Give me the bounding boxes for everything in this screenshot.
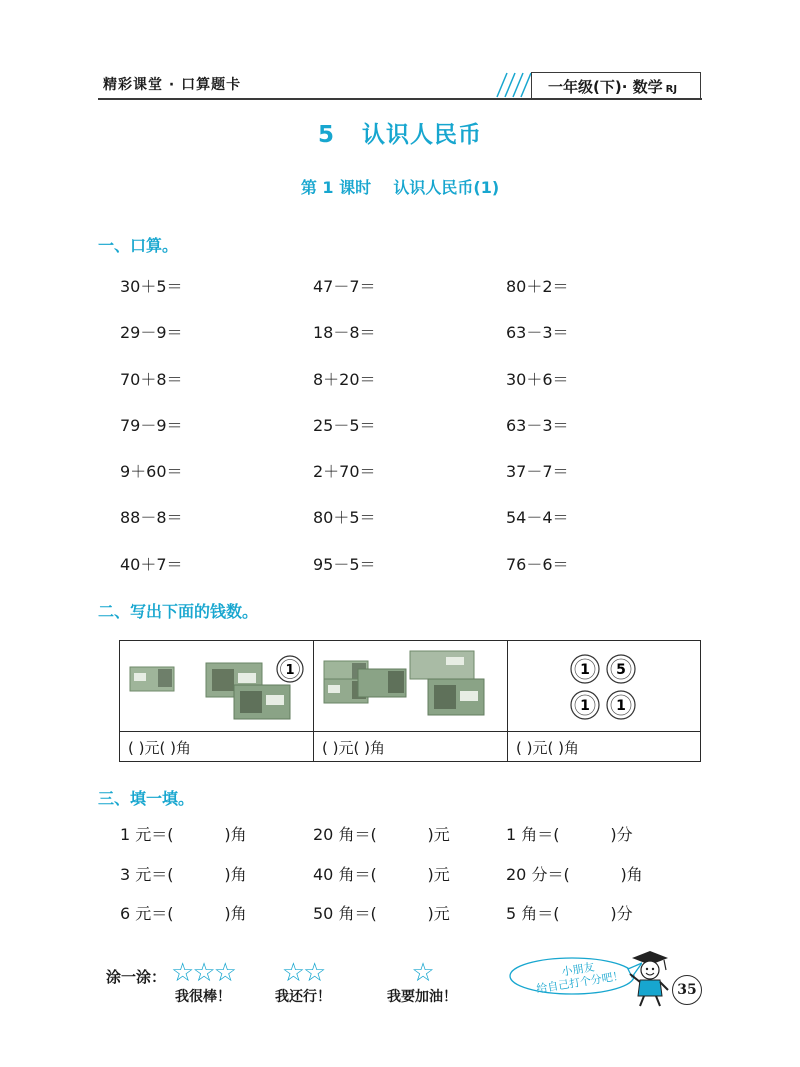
calc-item: 79－9＝ (120, 415, 183, 435)
fill-item: 40 角＝( )元 (313, 864, 450, 884)
calc-item: 95－5＝ (313, 554, 376, 574)
fill-item: 1 角＝( )分 (506, 825, 633, 844)
calc-item: 80＋5＝ (313, 508, 376, 528)
header-slashes-decoration (485, 70, 533, 100)
coin-1-jiao-image (607, 691, 635, 719)
calc-item: 2＋70＝ (313, 462, 376, 482)
banknote-1-jiao-image (428, 679, 484, 715)
star-icon: ☆ (411, 958, 433, 988)
grade-subject: 一年级(下)· 数学 RJ (548, 78, 678, 96)
calc-item: 63－3＝ (506, 323, 569, 343)
calc-item: 70＋8＝ (120, 369, 183, 389)
rating-text: 我要加油！ (387, 989, 457, 1005)
svg-text:1: 1 (580, 698, 590, 714)
money-picture-1 (124, 651, 310, 727)
calc-item: 29－9＝ (120, 323, 183, 343)
star-icon: ☆☆ (281, 958, 325, 988)
coin-1-jiao-image (277, 656, 303, 682)
svg-text:1: 1 (285, 663, 295, 678)
unit-title: 5 认识人民币 (317, 122, 483, 148)
oral-arithmetic-grid (120, 277, 740, 577)
rating-option-3[interactable] (382, 960, 462, 1006)
calc-item: 40＋7＝ (120, 554, 183, 574)
fill-item: 6 元＝( )角 (120, 904, 247, 923)
calc-item: 8＋20＝ (313, 369, 376, 389)
fill-item: 20 角＝( )元 (313, 825, 450, 844)
table-divider (120, 731, 700, 732)
page-number: 35 (672, 975, 702, 1005)
fill-item: 50 角＝( )元 (313, 904, 450, 923)
self-rating-label: 涂一涂： (106, 968, 167, 986)
money-answer-3: ( )元( )角 (516, 739, 579, 757)
rating-option-2[interactable] (268, 960, 338, 1006)
calc-item: 25－5＝ (313, 415, 376, 435)
banknote-1-jiao-image (234, 685, 290, 719)
fill-item: 3 元＝( )角 (120, 864, 247, 884)
coin-1-jiao-image (571, 691, 599, 719)
edition-code: RJ (665, 84, 678, 95)
table-divider (313, 641, 314, 761)
svg-text:5: 5 (616, 662, 626, 678)
rating-text: 我还行！ (275, 989, 331, 1005)
section-oral-arithmetic-heading: 一、口算。 (98, 236, 179, 255)
coin-1-jiao-image (571, 655, 599, 683)
money-answer-1: ( )元( )角 (128, 739, 191, 757)
banknote-1-yuan-image (358, 669, 406, 697)
banknote-1-jiao-image (410, 651, 474, 679)
calc-item: 18－8＝ (313, 323, 376, 343)
calc-item: 37－7＝ (506, 462, 569, 482)
bubble-text: 小朋友 给自己打个分吧！ (535, 960, 625, 996)
section-fill-in-heading: 三、填一填。 (98, 789, 195, 808)
calc-item: 30＋5＝ (120, 277, 183, 296)
fill-item: 1 元＝( )角 (120, 825, 247, 844)
section-money-heading: 二、写出下面的钱数。 (98, 602, 259, 621)
fill-item: 5 角＝( )分 (506, 904, 633, 923)
book-series-title: 精彩课堂 · 口算题卡 (103, 77, 242, 93)
calc-item: 47－7＝ (313, 277, 376, 296)
svg-text:1: 1 (580, 662, 590, 678)
calc-item: 80＋2＝ (506, 277, 569, 296)
calc-item: 30＋6＝ (506, 369, 569, 389)
rating-option-1[interactable] (163, 960, 243, 1006)
money-table (119, 640, 701, 762)
table-divider (507, 641, 508, 761)
cartoon-student-icon (624, 948, 672, 1010)
calc-item: 88－8＝ (120, 508, 183, 528)
fill-item: 20 分＝( )角 (506, 864, 643, 884)
rating-text: 我很棒！ (175, 989, 231, 1005)
money-picture-2 (318, 649, 504, 727)
banknote-1-yuan-image (130, 667, 174, 691)
money-picture-3 (512, 647, 698, 729)
coin-5-jiao-image (607, 655, 635, 683)
calc-item: 9＋60＝ (120, 462, 183, 482)
header-rule (98, 98, 702, 100)
money-answer-2: ( )元( )角 (322, 739, 385, 757)
lesson-title: 第 1 课时 认识人民币(1) (300, 178, 500, 197)
calc-item: 63－3＝ (506, 415, 569, 435)
calc-item: 76－6＝ (506, 554, 569, 574)
svg-text:1: 1 (616, 698, 626, 714)
fill-in-grid (120, 822, 720, 941)
calc-item: 54－4＝ (506, 508, 569, 528)
star-icon: ☆☆☆ (171, 958, 235, 988)
